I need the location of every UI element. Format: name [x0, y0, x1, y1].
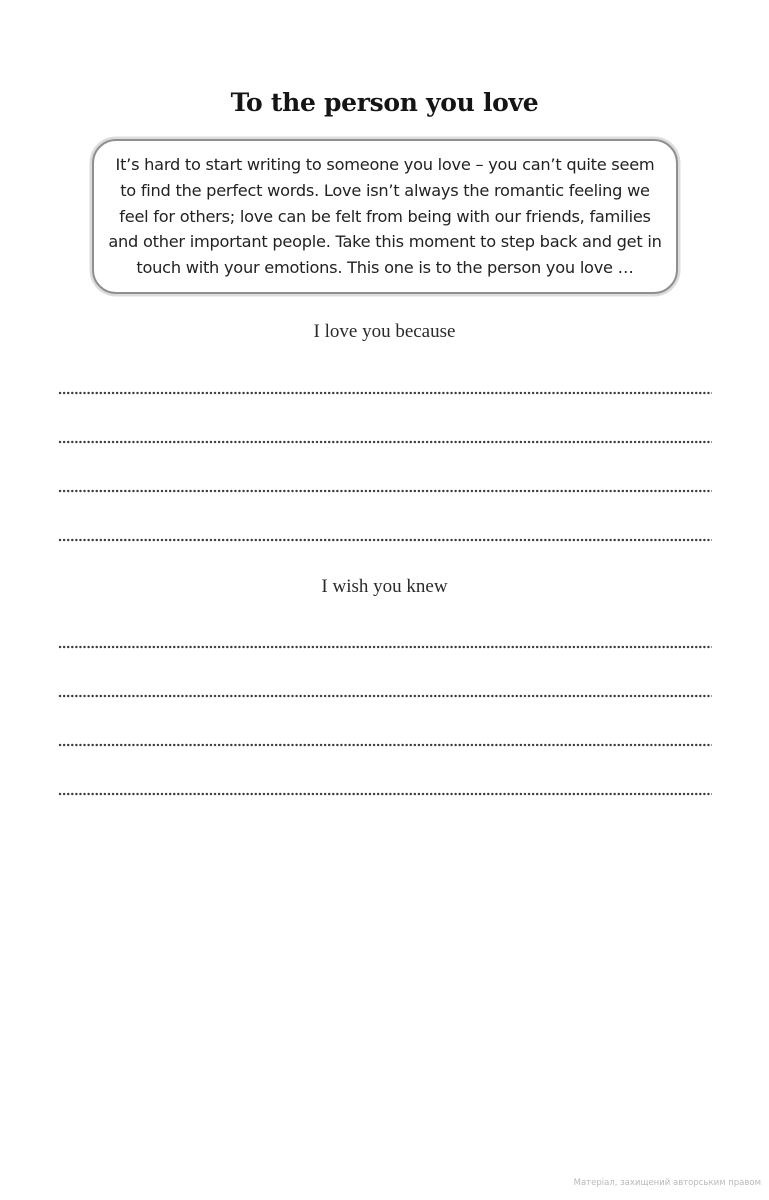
copyright-notice: Матеріал, захищений авторським правом	[573, 1178, 761, 1188]
intro-box	[92, 139, 678, 294]
prompt-wish-you-knew: I wish you knew	[321, 576, 448, 597]
writing-line-6[interactable]	[58, 694, 712, 698]
page-title: To the person you love	[230, 88, 539, 117]
writing-line-8[interactable]	[58, 792, 712, 796]
intro-text: It’s hard to start writing to someone you love – you can’t quite seem to find the perfect words. Love isn’t always the romantic feeling we feel for others; love can be felt from being with our friends, families and other important people. Take this moment to step back and get in touch with your emotions. This one is to the person you love …	[108, 155, 662, 278]
writing-line-3[interactable]	[58, 489, 712, 493]
prompt-love-you-because: I love you because	[313, 321, 456, 342]
writing-line-2[interactable]	[58, 440, 712, 444]
writing-line-4[interactable]	[58, 538, 712, 542]
writing-line-1[interactable]	[58, 391, 712, 395]
writing-line-5[interactable]	[58, 645, 712, 649]
writing-line-7[interactable]	[58, 743, 712, 747]
